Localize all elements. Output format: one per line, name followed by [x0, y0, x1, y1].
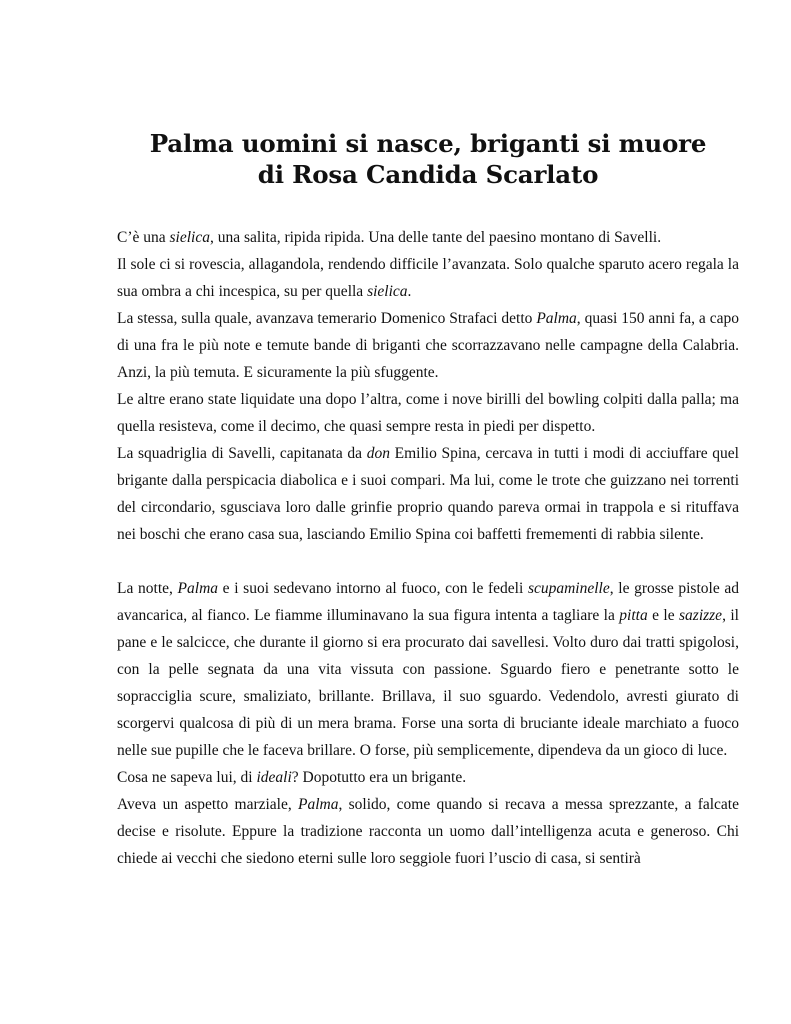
paragraph	[117, 764, 739, 791]
paragraph	[117, 305, 739, 386]
document-title	[117, 128, 739, 190]
paragraph	[117, 251, 739, 305]
italic-term: sazizze	[679, 607, 723, 624]
paragraph	[117, 224, 739, 251]
text-run: Emilio Spina, cercava in tutti i modi di acciuffare quel brigante dalla perspicacia diabolica e i suoi compari. Ma lui, come le trote che guizzano nei torrenti del circondario, sgusciava loro dalle grinfie proprio quando pareva ormai in trappola e si rituffava nei boschi che erano casa sua, lasciando Emilio Spina coi baffetti fremementi di rabbia silente.	[117, 445, 739, 543]
paragraph	[117, 791, 739, 872]
italic-term: don	[366, 445, 390, 462]
text-run: La stessa, sulla quale, avanzava temerario Domenico Strafaci detto	[117, 310, 537, 327]
text-run: , il pane e le salcicce, che durante il giorno si era procurato dai savellesi. Volto duro dai tratti spigolosi, con la pelle segnata da una vita vissuta con passione. Sguardo fiero e penetrante sotto le sopracciglia scure, smaliziato, brillante. Brillava, il suo sguardo. Vedendolo, avresti giurato di scorgervi qualcosa di più di un mera brama. Forse una sorta di bruciante ideale marchiato a fuoco nelle sue pupille che le faceva brillare. O forse, più semplicemente, dipendeva da un gioco di luce.	[117, 607, 739, 759]
text-run: e i suoi sedevano intorno al fuoco, con le fedeli	[218, 580, 528, 597]
text-run: Il sole ci si rovescia, allagandola, rendendo difficile l’avanzata. Solo qualche sparuto acero regala la sua ombra a chi incespica, su per quella	[117, 256, 739, 300]
text-run: , una salita, ripida ripida. Una delle tante del paesino montano di Savelli.	[209, 229, 662, 246]
text-run: , le grosse pistole ad avancarica, al fianco. Le fiamme illuminavano la sua figura intenta a tagliare la	[117, 580, 739, 624]
document-page	[117, 128, 739, 872]
title-line-1: Palma uomini si nasce, briganti si muore	[149, 129, 707, 158]
italic-term: sielica	[169, 229, 210, 246]
text-run: , solido, come quando si recava a messa sprezzante, a falcate decise e risolute. Eppure la tradizione racconta un uomo dall’intelligenza acuta e generoso. Chi chiede ai vecchi che siedono eterni sulle loro seggiole fuori l’uscio di casa, si sentirà	[117, 796, 739, 867]
italic-term: Palma	[177, 580, 219, 597]
paragraph	[117, 386, 739, 440]
document-body	[117, 224, 739, 872]
italic-term: Palma	[536, 310, 577, 327]
text-run: Aveva un aspetto marziale,	[117, 796, 299, 813]
italic-term: ideali	[256, 769, 292, 786]
text-run: ? Dopotutto era un brigante.	[291, 769, 467, 786]
italic-term: sielica	[367, 283, 408, 300]
italic-term: scupaminelle	[527, 580, 610, 597]
text-run: e le	[647, 607, 679, 624]
title-line-2: di Rosa Candida Scarlato	[257, 160, 599, 189]
italic-term: pitta	[619, 607, 648, 624]
paragraph	[117, 575, 739, 764]
paragraph	[117, 440, 739, 548]
text-run: , quasi 150 anni fa, a capo di una fra le più note e temute bande di briganti che scorrazzavano nelle campagne della Calabria. Anzi, la più temuta. E sicuramente la più sfuggente.	[117, 310, 739, 381]
text-run: C’è una	[117, 229, 170, 246]
text-run: La squadriglia di Savelli, capitanata da	[117, 445, 367, 462]
text-run: Le altre erano state liquidate una dopo l’altra, come i nove birilli del bowling colpiti dalla palla; ma quella resisteva, come il decimo, che quasi sempre resta in piedi per dispetto.	[117, 391, 739, 435]
text-run: La notte,	[117, 580, 178, 597]
italic-term: Palma	[298, 796, 339, 813]
text-run: Cosa ne sapeva lui, di	[117, 769, 257, 786]
paragraph-spacer	[117, 548, 739, 575]
text-run: .	[407, 283, 412, 300]
